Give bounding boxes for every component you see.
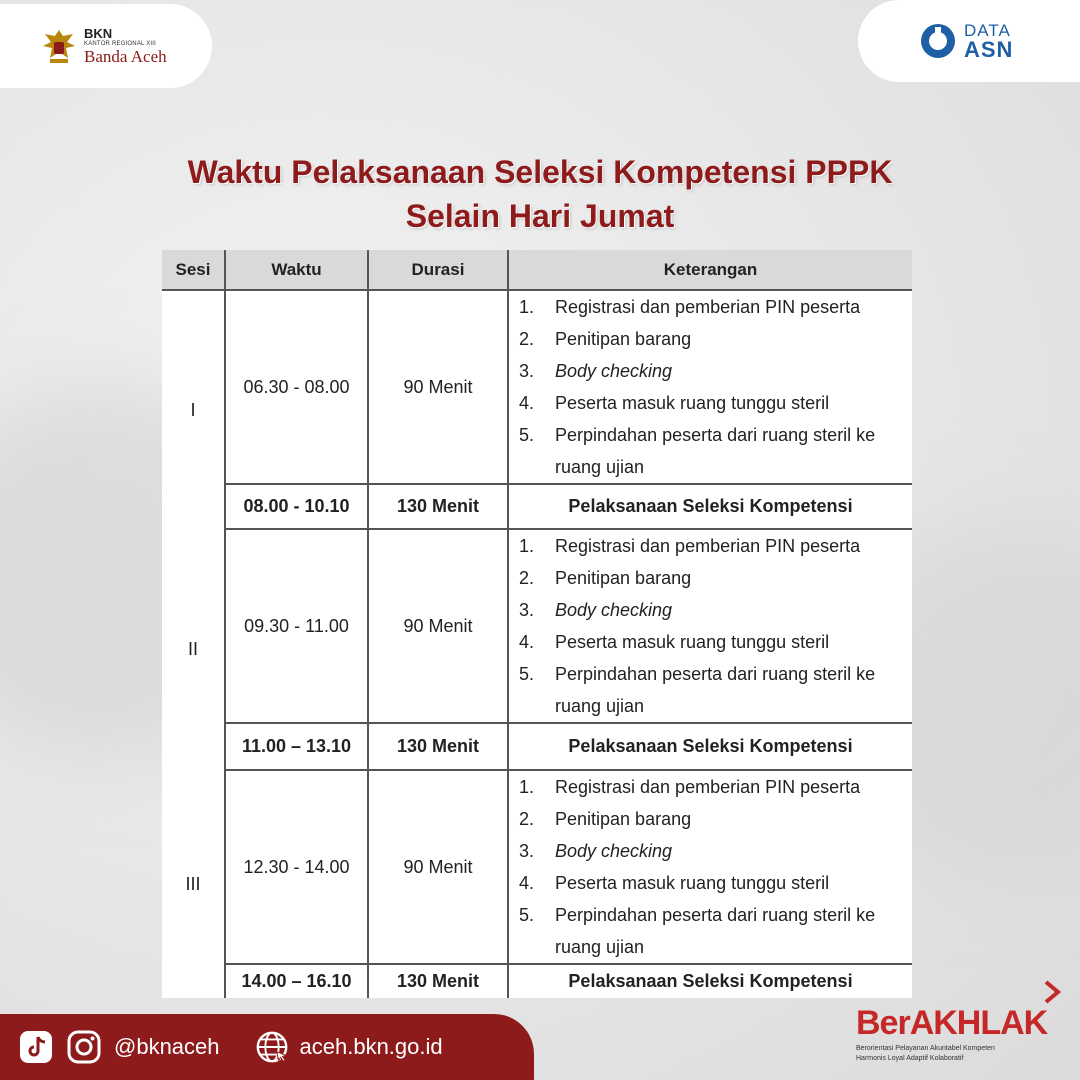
list-item: 1. Registrasi dan pemberian PIN peserta bbox=[519, 297, 861, 317]
tiktok-icon[interactable] bbox=[18, 1029, 54, 1065]
header-keterangan: Keterangan bbox=[508, 250, 912, 290]
prep-time-cell: 12.30 - 14.00 bbox=[225, 770, 368, 964]
steps-cell bbox=[508, 290, 912, 484]
title-line-1: Waktu Pelaksanaan Seleksi Kompetensi PPPK bbox=[187, 154, 893, 190]
header-durasi: Durasi bbox=[368, 250, 508, 290]
social-handle[interactable]: @bknaceh bbox=[114, 1034, 220, 1059]
prep-duration-cell: 90 Menit bbox=[368, 290, 508, 484]
list-item: 4. Peserta masuk ruang tunggu steril bbox=[519, 632, 830, 652]
globe-icon[interactable] bbox=[254, 1029, 290, 1065]
bkn-kanreg: KANTOR REGIONAL XIII bbox=[84, 41, 157, 47]
exam-time-cell: 08.00 - 10.10 bbox=[225, 484, 368, 529]
list-item: 1. Registrasi dan pemberian PIN peserta bbox=[519, 536, 861, 556]
bkn-logo bbox=[0, 4, 212, 88]
steps-list bbox=[519, 291, 912, 483]
schedule-table bbox=[162, 250, 912, 998]
steps-list bbox=[519, 771, 912, 963]
exam-time-cell: 11.00 – 13.10 bbox=[225, 723, 368, 770]
list-item: 2. Penitipan barang bbox=[519, 809, 692, 829]
instagram-icon[interactable] bbox=[66, 1029, 102, 1065]
bkn-name: BKN bbox=[84, 26, 113, 41]
prep-duration-cell: 90 Menit bbox=[368, 529, 508, 723]
steps-cell bbox=[508, 529, 912, 723]
exam-duration-cell: 130 Menit bbox=[368, 484, 508, 529]
list-item: 5. Perpindahan peserta dari ruang steril ke ruang ujian bbox=[519, 664, 876, 716]
exam-label-cell: Pelaksanaan Seleksi Kompetensi bbox=[508, 723, 912, 770]
exam-label-cell: Pelaksanaan Seleksi Kompetensi bbox=[508, 484, 912, 529]
data-asn-logo bbox=[858, 0, 1080, 82]
sesi-cell: III bbox=[162, 770, 225, 998]
sesi-cell: II bbox=[162, 529, 225, 770]
list-item: 4. Peserta masuk ruang tunggu steril bbox=[519, 393, 830, 413]
table-row bbox=[162, 723, 912, 770]
prep-duration-cell: 90 Menit bbox=[368, 770, 508, 964]
table-row bbox=[162, 484, 912, 529]
website-link[interactable]: aceh.bkn.go.id bbox=[299, 1034, 443, 1059]
list-item: 2. Penitipan barang bbox=[519, 568, 692, 588]
list-item: 3. Body checking bbox=[519, 600, 673, 620]
exam-time-cell: 14.00 – 16.10 bbox=[225, 964, 368, 998]
berakhlak-logo bbox=[856, 1006, 1056, 1064]
page-title bbox=[0, 150, 1080, 238]
table-row bbox=[162, 964, 912, 998]
header-sesi: Sesi bbox=[162, 250, 225, 290]
exam-label-cell: Pelaksanaan Seleksi Kompetensi bbox=[568, 971, 853, 991]
steps-list bbox=[519, 530, 912, 722]
chevron-right-icon bbox=[1042, 980, 1062, 1004]
data-label: DATA bbox=[964, 20, 1011, 40]
list-item: 4. Peserta masuk ruang tunggu steril bbox=[519, 873, 830, 893]
list-item: 5. Perpindahan peserta dari ruang steril ke ruang ujian bbox=[519, 425, 876, 477]
footer-bar bbox=[0, 1014, 534, 1080]
berakhlak-title: BerAKHLAK bbox=[856, 1004, 1048, 1042]
asn-label: ASN bbox=[964, 36, 1014, 62]
table-row bbox=[162, 770, 912, 964]
table-row bbox=[162, 529, 912, 723]
exam-duration-cell: 130 Menit bbox=[368, 723, 508, 770]
sesi-cell: I bbox=[162, 290, 225, 529]
berakhlak-line-2: Harmonis Loyal Adaptif Kolaboratif bbox=[856, 1055, 964, 1062]
table-header-row bbox=[162, 250, 912, 290]
garuda-emblem-icon bbox=[40, 26, 78, 66]
exam-duration-cell: 130 Menit bbox=[368, 964, 508, 998]
title-line-2: Selain Hari Jumat bbox=[405, 198, 675, 234]
data-asn-icon bbox=[918, 21, 958, 61]
bkn-city: Banda Aceh bbox=[84, 47, 167, 66]
table-row bbox=[162, 290, 912, 484]
prep-time-cell: 09.30 - 11.00 bbox=[225, 529, 368, 723]
list-item: 1. Registrasi dan pemberian PIN peserta bbox=[519, 777, 861, 797]
steps-cell bbox=[508, 770, 912, 964]
list-item: 3. Body checking bbox=[519, 361, 673, 381]
berakhlak-line-1: Berorientasi Pelayanan Akuntabel Kompeten bbox=[856, 1045, 995, 1052]
prep-time-cell: 06.30 - 08.00 bbox=[225, 290, 368, 484]
list-item: 2. Penitipan barang bbox=[519, 329, 692, 349]
header-waktu: Waktu bbox=[225, 250, 368, 290]
list-item: 5. Perpindahan peserta dari ruang steril ke ruang ujian bbox=[519, 905, 876, 957]
list-item: 3. Body checking bbox=[519, 841, 673, 861]
